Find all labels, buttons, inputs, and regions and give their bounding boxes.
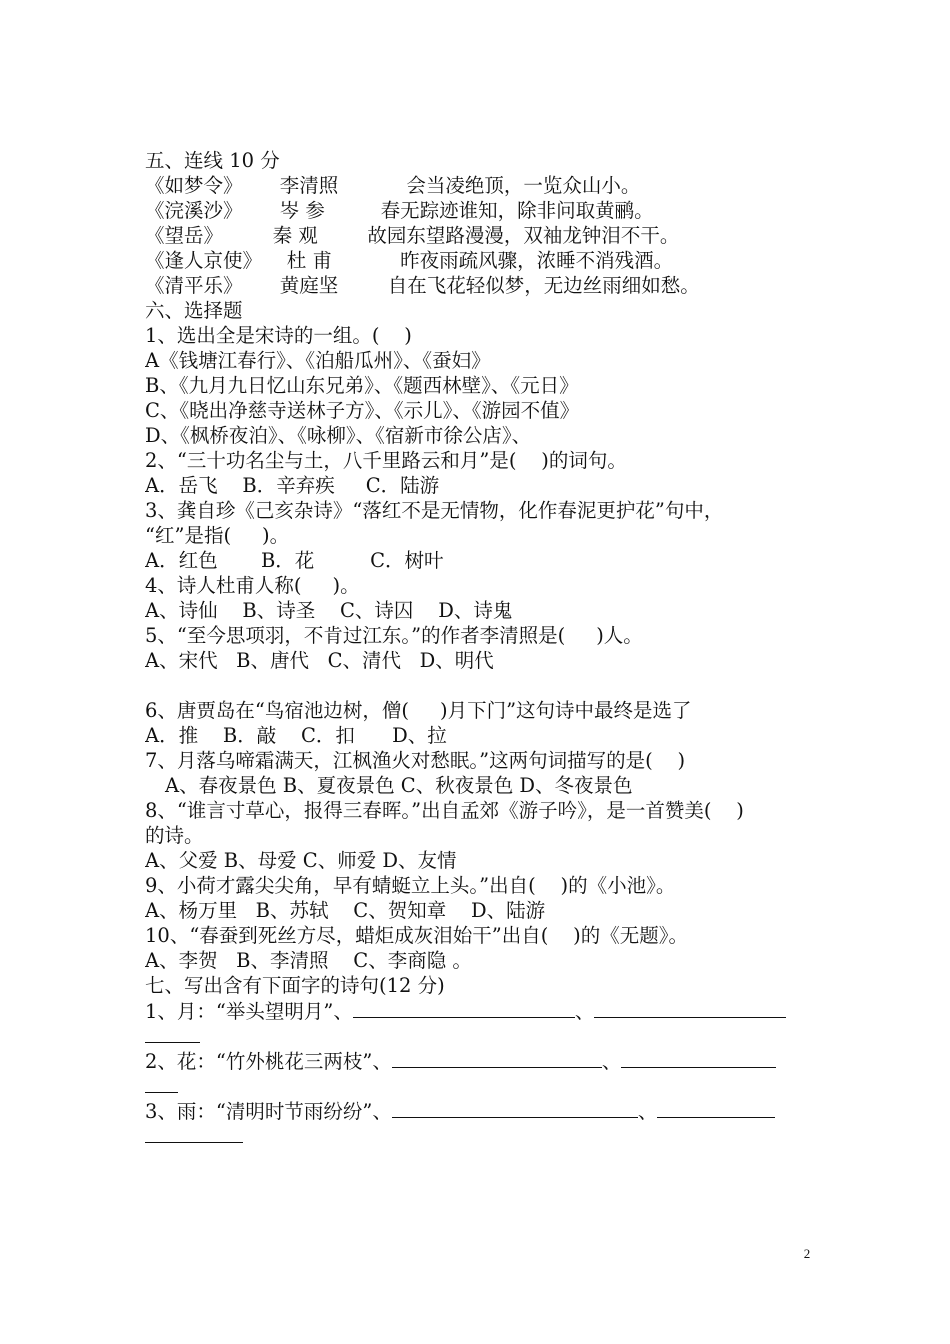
fill-2-prompt: 2、花：“竹外桃花三两枝”、 — [145, 1050, 392, 1073]
question-10: 10、“春蚕到死丝方尽，蜡炬成灰泪始干”出自( )的《无题》。 — [145, 924, 689, 947]
section-7-title: 七、写出含有下面字的诗句(12 分) — [145, 974, 445, 997]
section-6-title: 六、选择题 — [145, 299, 243, 322]
fill-line-1 — [145, 998, 810, 1023]
fill-line-1-continued — [145, 1023, 810, 1048]
question-7: 7、月落乌啼霜满天，江枫渔火对愁眠。”这两句词描写的是( ) — [145, 749, 686, 772]
question-3-continued: “红”是指( )。 — [145, 524, 290, 547]
question-6: 6、唐贾岛在“鸟宿池边树，僧( )月下门”这句诗中最终是选了 — [145, 699, 692, 722]
separator: 、 — [601, 1050, 622, 1073]
question-7-options: A、春夜景色 B、夏夜景色 C、秋夜景色 D、冬夜景色 — [165, 774, 633, 797]
answer-blank[interactable] — [621, 1048, 776, 1068]
matching-row: 《如梦令》 李清照 会当凌绝顶，一览众山小。 — [145, 174, 641, 197]
fill-line-2 — [145, 1048, 810, 1073]
question-3-options: A．红色 B．花 C．树叶 — [145, 549, 444, 572]
question-3: 3、龚自珍《己亥杂诗》“落红不是无情物，化作春泥更护花”句中， — [145, 499, 724, 522]
fill-1-prompt: 1、月：“举头望明月”、 — [145, 1000, 353, 1023]
question-8-continued: 的诗。 — [145, 824, 204, 847]
question-6-options: A．推 B．敲 C．扣 D、拉 — [145, 724, 447, 747]
matching-row: 《逢人京使》 杜 甫 昨夜雨疏风骤，浓睡不消残酒。 — [145, 249, 674, 272]
matching-row: 《清平乐》 黄庭坚 自在飞花轻似梦，无边丝雨细如愁。 — [145, 274, 700, 297]
question-5: 5、“至今思项羽，不肯过江东。”的作者李清照是( )人。 — [145, 624, 643, 647]
question-4: 4、诗人杜甫人称( )。 — [145, 574, 360, 597]
question-1-option-b: B、《九月九日忆山东兄弟》、《题西林壁》、《元日》 — [145, 374, 579, 397]
fill-line-3-continued — [145, 1123, 810, 1148]
answer-blank[interactable] — [392, 1098, 638, 1118]
question-1-option-d: D、《枫桥夜泊》、《咏柳》、《宿新市徐公店》、 — [145, 424, 532, 447]
question-9-options: A、杨万里 B、苏轼 C、贺知章 D、陆游 — [145, 899, 546, 922]
matching-row: 《浣溪沙》 岑 参 春无踪迹谁知，除非问取黄鹂。 — [145, 199, 654, 222]
matching-row: 《望岳》 秦 观 故园东望路漫漫，双袖龙钟泪不干。 — [145, 224, 680, 247]
answer-blank[interactable] — [353, 998, 575, 1018]
question-5-options: A、宋代 B、唐代 C、清代 D、明代 — [145, 649, 494, 672]
page-number: 2 — [803, 1246, 811, 1261]
answer-blank[interactable] — [145, 1123, 243, 1143]
section-5-title: 五、连线 10 分 — [145, 149, 280, 172]
question-1: 1、选出全是宋诗的一组。( ) — [145, 324, 412, 347]
fill-line-2-continued — [145, 1073, 810, 1098]
question-10-options: A、李贺 B、李清照 C、李商隐 。 — [145, 949, 472, 972]
question-1-option-a: A《钱塘江春行》、《泊船瓜州》、《蚕妇》 — [145, 349, 491, 372]
question-8: 8、“谁言寸草心，报得三春晖。”出自孟郊《游子吟》，是一首赞美( ) — [145, 799, 744, 822]
answer-blank[interactable] — [657, 1098, 775, 1118]
question-2: 2、“三十功名尘与土，八千里路云和月”是( )的词句。 — [145, 449, 627, 472]
question-9: 9、小荷才露尖尖角，早有蜻蜓立上头。”出自( )的《小池》。 — [145, 874, 676, 897]
answer-blank[interactable] — [594, 998, 786, 1018]
question-8-options: A、父爱 B、母爱 C、师爱 D、友情 — [145, 849, 457, 872]
question-4-options: A、诗仙 B、诗圣 C、诗囚 D、诗鬼 — [145, 599, 513, 622]
question-2-options: A．岳飞 B．辛弃疾 C．陆游 — [145, 474, 440, 497]
separator: 、 — [637, 1100, 658, 1123]
answer-blank[interactable] — [392, 1048, 602, 1068]
answer-blank[interactable] — [145, 1023, 200, 1043]
blank-line — [145, 673, 810, 698]
page-content — [145, 148, 810, 1148]
separator: 、 — [574, 1000, 595, 1023]
fill-line-3 — [145, 1098, 810, 1123]
fill-3-prompt: 3、雨：“清明时节雨纷纷”、 — [145, 1100, 392, 1123]
answer-blank[interactable] — [145, 1073, 178, 1093]
question-1-option-c: C、《晓出净慈寺送林子方》、《示儿》、《游园不值》 — [145, 399, 580, 422]
